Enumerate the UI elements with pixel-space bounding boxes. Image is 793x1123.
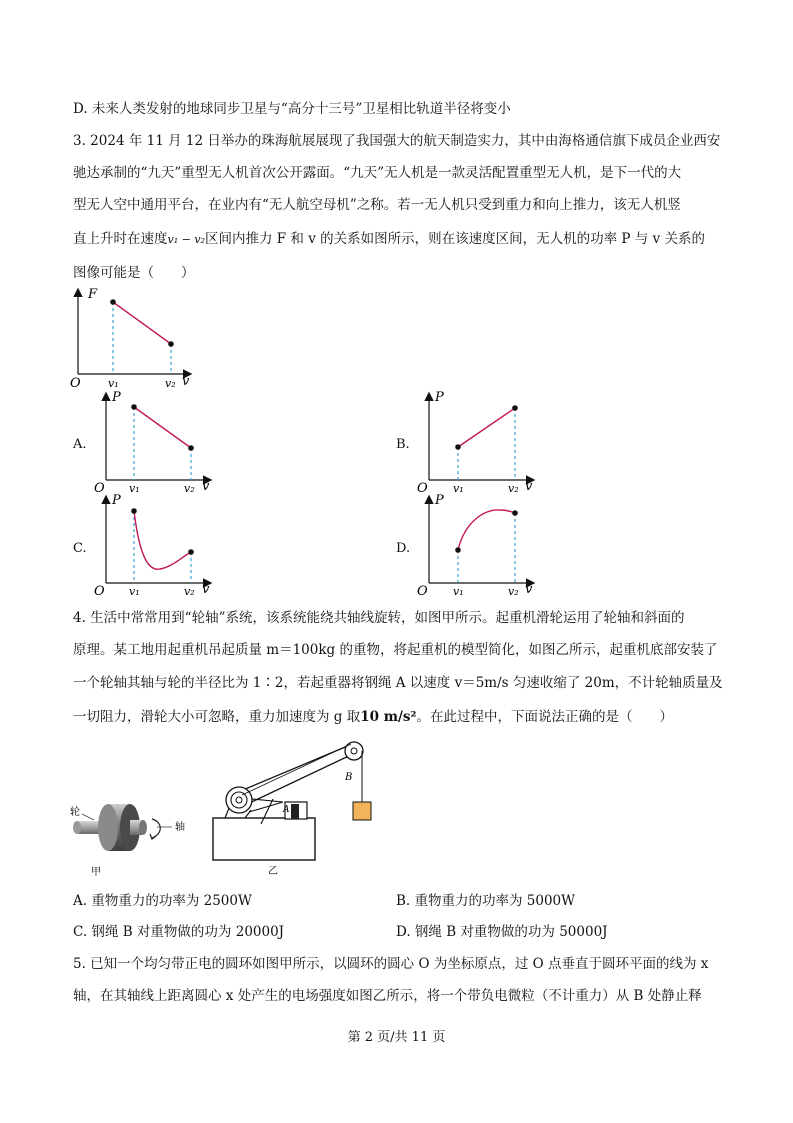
q4-line-2: 原理。某工地用起重机吊起质量 m＝100kg 的重物，将起重机的模型简化，如图乙所示，起重机底部安装了 [73,642,718,658]
q3-line-2: 驰达承制的“九天”重型无人机首次公开露面。“九天”无人机是一款灵活配置重型无人机，是下一代的大 [73,165,682,181]
force-velocity-graph [66,284,206,392]
q3-line-1: 3. 2024 年 11 月 12 日举办的珠海航展展现了我国强大的航天制造实力，其中由海格通信旗下成员企业西安 [73,133,721,149]
crane-figure [205,732,380,880]
rope-a-label: A [283,805,290,815]
wheel-axle-figure [68,784,198,880]
q3-line-4b: 区间内推力 F 和 v 的关系如图所示，则在该速度区间，无人机的功率 P 与 v 关系的 [204,231,706,247]
q4-option-b: B. 重物重力的功率为 5000W [396,893,576,909]
q3-option-c-label: C. [73,541,87,556]
svg-text:O: O [94,584,105,597]
page-footer: 第 2 页/共 11 页 [347,1030,446,1045]
v1-label: v₁ [108,377,119,390]
q4-line-4 [73,705,673,725]
wheel-label: 轮 [70,807,80,818]
force-line [113,302,171,344]
svg-text:v₂: v₂ [184,482,195,494]
graph-option-c [92,491,222,597]
q3-option-d-label: D. [396,541,411,556]
q3-option-b-label: B. [396,437,410,452]
q4-line-3: 一个轮轴其轴与轮的半径比为 1∶2，若起重器将钢绳 A 以速度 v＝5m/s 匀速收缩了 20m，不计轮轴质量及 [73,675,723,691]
svg-text:v₁: v₁ [453,482,464,494]
rope-b-label: B [345,772,353,783]
origin-label: O [70,376,81,391]
svg-text:P: P [112,390,121,405]
svg-text:O: O [417,481,428,494]
fig-yi-label: 乙 [268,866,278,877]
q4-gravity-value: 10 m/s² [360,709,417,725]
svg-text:v₁: v₁ [453,585,464,597]
svg-text:v₁: v₁ [129,482,140,494]
v2-label: v₂ [165,377,176,390]
svg-text:v₂: v₂ [508,482,519,494]
q3-option-a-label: A. [73,437,87,452]
svg-text:O: O [94,481,105,494]
svg-text:v₂: v₂ [508,585,519,597]
q4-line-4a: 一切阻力，滑轮大小可忽略，重力加速度为 g 取 [73,709,361,725]
q4-line-1: 4. 生活中常常用到“轮轴”系统，该系统能绕共轴线旋转，如图甲所示。起重机滑轮运用了轮轴和斜面的 [73,610,685,626]
q4-option-c: C. 钢绳 B 对重物做的功为 20000J [73,924,285,940]
q5-line-1: 5. 已知一个均匀带正电的圆环如图甲所示，以圆环的圆心 O 为坐标原点，过 O 点垂直于圆环平面的线为 x [73,956,709,972]
axle-label: 轴 [175,822,185,833]
graph-option-b [415,388,545,494]
svg-text:O: O [417,584,428,597]
svg-text:v: v [525,479,533,494]
q3-line-5: 图像可能是（ ） [73,265,195,281]
axis-label-v: v [182,374,190,389]
q3-velocity-range: v₁ − v₂ [167,233,205,246]
svg-text:v: v [202,479,210,494]
svg-text:P: P [435,493,444,508]
svg-text:v₁: v₁ [129,585,140,597]
graph-option-a [92,388,222,494]
q4-option-a: A. 重物重力的功率为 2500W [73,893,252,909]
q5-line-2: 轴，在其轴线上距离圆心 x 处产生的电场强度如图乙所示，将一个带负电微粒（不计重力）从 B 处静止释 [73,988,702,1004]
svg-text:P: P [112,493,121,508]
q3-line-3: 型无人空中通用平台，在业内有“无人航空母机”之称。若一无人机只受到重力和向上推力，该无人机竖 [73,197,681,213]
svg-text:P: P [435,390,444,405]
fig-jia-label: 甲 [91,867,101,878]
q4-line-4b: 。在此过程中，下面说法正确的是（ ） [416,709,673,725]
axis-label-f: F [88,287,98,302]
svg-text:v: v [202,582,210,597]
graph-option-d [415,491,545,597]
svg-text:v₂: v₂ [184,585,195,597]
svg-text:v: v [525,582,533,597]
q2-option-d: D. 未来人类发射的地球同步卫星与“高分十三号”卫星相比轨道半径将变小 [73,101,511,117]
q4-option-d: D. 钢绳 B 对重物做的功为 50000J [396,924,608,940]
q3-line-4a: 直上升时在速度 [73,231,168,247]
q3-line-4 [73,227,705,247]
